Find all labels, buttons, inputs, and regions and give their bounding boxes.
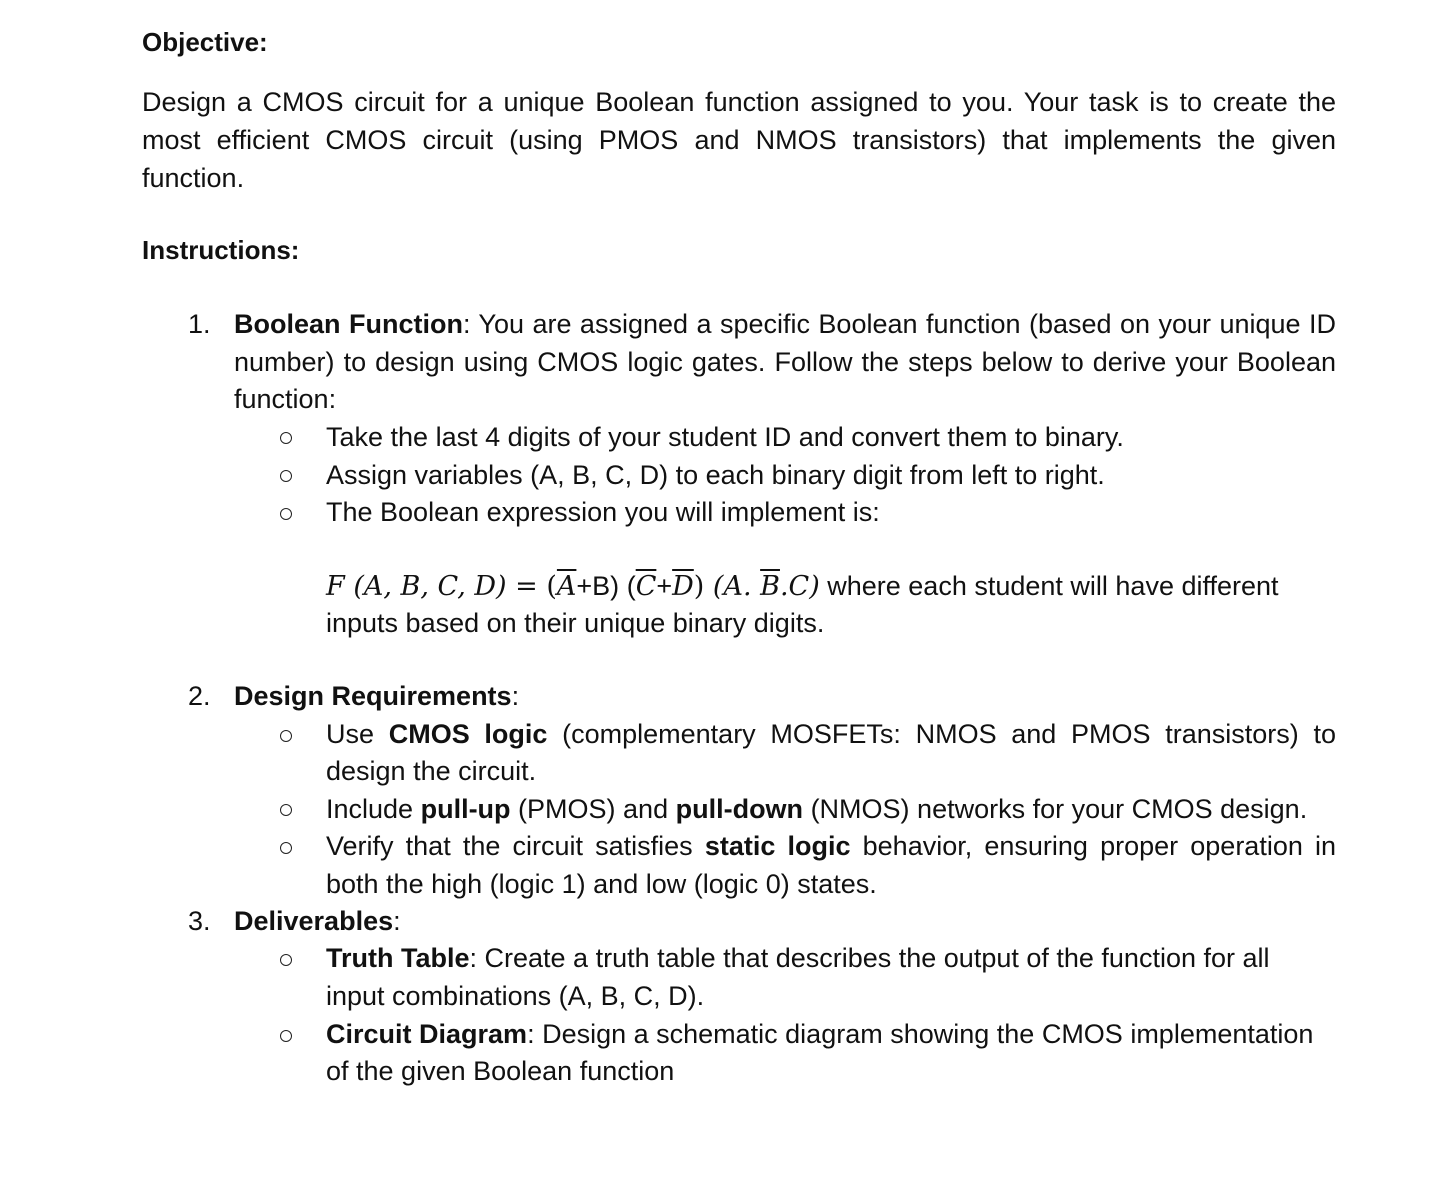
boolean-formula	[326, 567, 1279, 606]
bullet-icon	[280, 470, 292, 482]
bullet-text: : Design a schematic diagram showing the CMOS implementation	[527, 1019, 1314, 1049]
bullet-text: Use	[326, 719, 389, 749]
item-3-heading	[234, 902, 401, 940]
item-2-heading	[234, 677, 519, 715]
bullet-bold: static logic	[704, 831, 851, 861]
objective-text: Design a CMOS circuit for a unique Boolean function assigned to you. Your task is to create the most efficient CMOS circuit (using PMOS and NMOS transistors) that implements the given function.	[142, 87, 1336, 193]
item-1-line-1	[234, 305, 1336, 343]
bullet-bold: pull-down	[675, 794, 804, 824]
item-2-bullet-1	[326, 715, 1336, 753]
formula-term3-open: (A.	[704, 571, 761, 602]
bullet-bold: CMOS logic	[388, 719, 548, 749]
item-3-bullet-2	[326, 1015, 1313, 1053]
item-3-number: 3.	[188, 906, 211, 936]
bullet-text: (NMOS) networks for your CMOS design.	[803, 794, 1308, 824]
bullet-text: behavior, ensuring proper operation in	[850, 831, 1337, 861]
formula-term2-close: )	[693, 571, 705, 602]
bullet-icon	[280, 730, 292, 742]
item-1-bullet-2: Assign variables (A, B, C, D) to each binary digit from left to right.	[326, 460, 1105, 490]
bullet-icon	[280, 842, 292, 854]
item-1-text-1: You are assigned a specific Boolean function (based on your unique ID	[470, 309, 1337, 339]
formula-term2-open: (	[619, 571, 636, 601]
item-2-number: 2.	[188, 681, 211, 711]
item-1-sep: :	[462, 309, 471, 339]
formula-eq: =	[506, 571, 547, 602]
item-3-title: Deliverables	[234, 906, 394, 936]
item-1-line-2: number) to design using CMOS logic gates. Follow the steps below to derive your Boolean	[234, 347, 1336, 377]
bullet-text: : Create a truth table that describes the output of the function for all	[469, 943, 1270, 973]
item-1-number: 1.	[188, 309, 211, 339]
item-3-sep: :	[393, 906, 401, 936]
item-1-line-3: function:	[234, 384, 337, 414]
bullet-text: (complementary MOSFETs: NMOS and PMOS transistors) to	[547, 719, 1336, 749]
formula-plus: +	[656, 571, 673, 601]
formula-c-bar: $\overline{C}$	[635, 571, 657, 602]
bullet-icon	[280, 1030, 292, 1042]
item-1-bullet-3: The Boolean expression you will implement is:	[326, 497, 880, 527]
bullet-bold: Truth Table	[326, 943, 470, 973]
item-2-title: Design Requirements	[234, 681, 512, 711]
formula-term1-rest: +B)	[576, 571, 620, 601]
objective-heading: Objective:	[142, 27, 268, 57]
formula-tail: where each student will have different	[819, 571, 1279, 601]
bullet-icon	[280, 432, 292, 444]
bullet-bold: pull-up	[420, 794, 511, 824]
item-2-bullet-1-cont: design the circuit.	[326, 756, 537, 786]
item-2-bullet-2	[326, 790, 1307, 828]
formula-lhs: F (A, B, C, D)	[326, 571, 507, 602]
bullet-bold: Circuit Diagram	[326, 1019, 528, 1049]
item-1-title: Boolean Function	[234, 309, 463, 339]
formula-line-2: inputs based on their unique binary digits.	[326, 608, 825, 638]
bullet-icon	[280, 954, 292, 966]
item-3-bullet-2-cont: of the given Boolean function	[326, 1056, 675, 1086]
formula-d-bar: $\overline{D}$	[672, 571, 694, 602]
bullet-icon	[280, 508, 292, 520]
item-1-bullet-1: Take the last 4 digits of your student ID and convert them to binary.	[326, 422, 1124, 452]
item-3-bullet-1	[326, 939, 1270, 977]
formula-a-bar: $\overline{A}$	[556, 571, 577, 602]
bullet-text: Include	[326, 794, 421, 824]
item-2-bullet-3-cont: both the high (logic 1) and low (logic 0) states.	[326, 869, 877, 899]
bullet-text: (PMOS) and	[510, 794, 676, 824]
bullet-text: Verify that the circuit satisfies	[326, 831, 705, 861]
bullet-icon	[280, 804, 292, 816]
instructions-heading: Instructions:	[142, 235, 300, 265]
formula-term3-rest: .C)	[779, 571, 820, 602]
item-3-bullet-1-cont: input combinations (A, B, C, D).	[326, 981, 705, 1011]
formula-paren: (	[546, 571, 557, 602]
item-2-bullet-3	[326, 827, 1336, 865]
formula-b-bar: $\overline{B}$	[760, 571, 780, 602]
item-2-sep: :	[511, 681, 520, 711]
